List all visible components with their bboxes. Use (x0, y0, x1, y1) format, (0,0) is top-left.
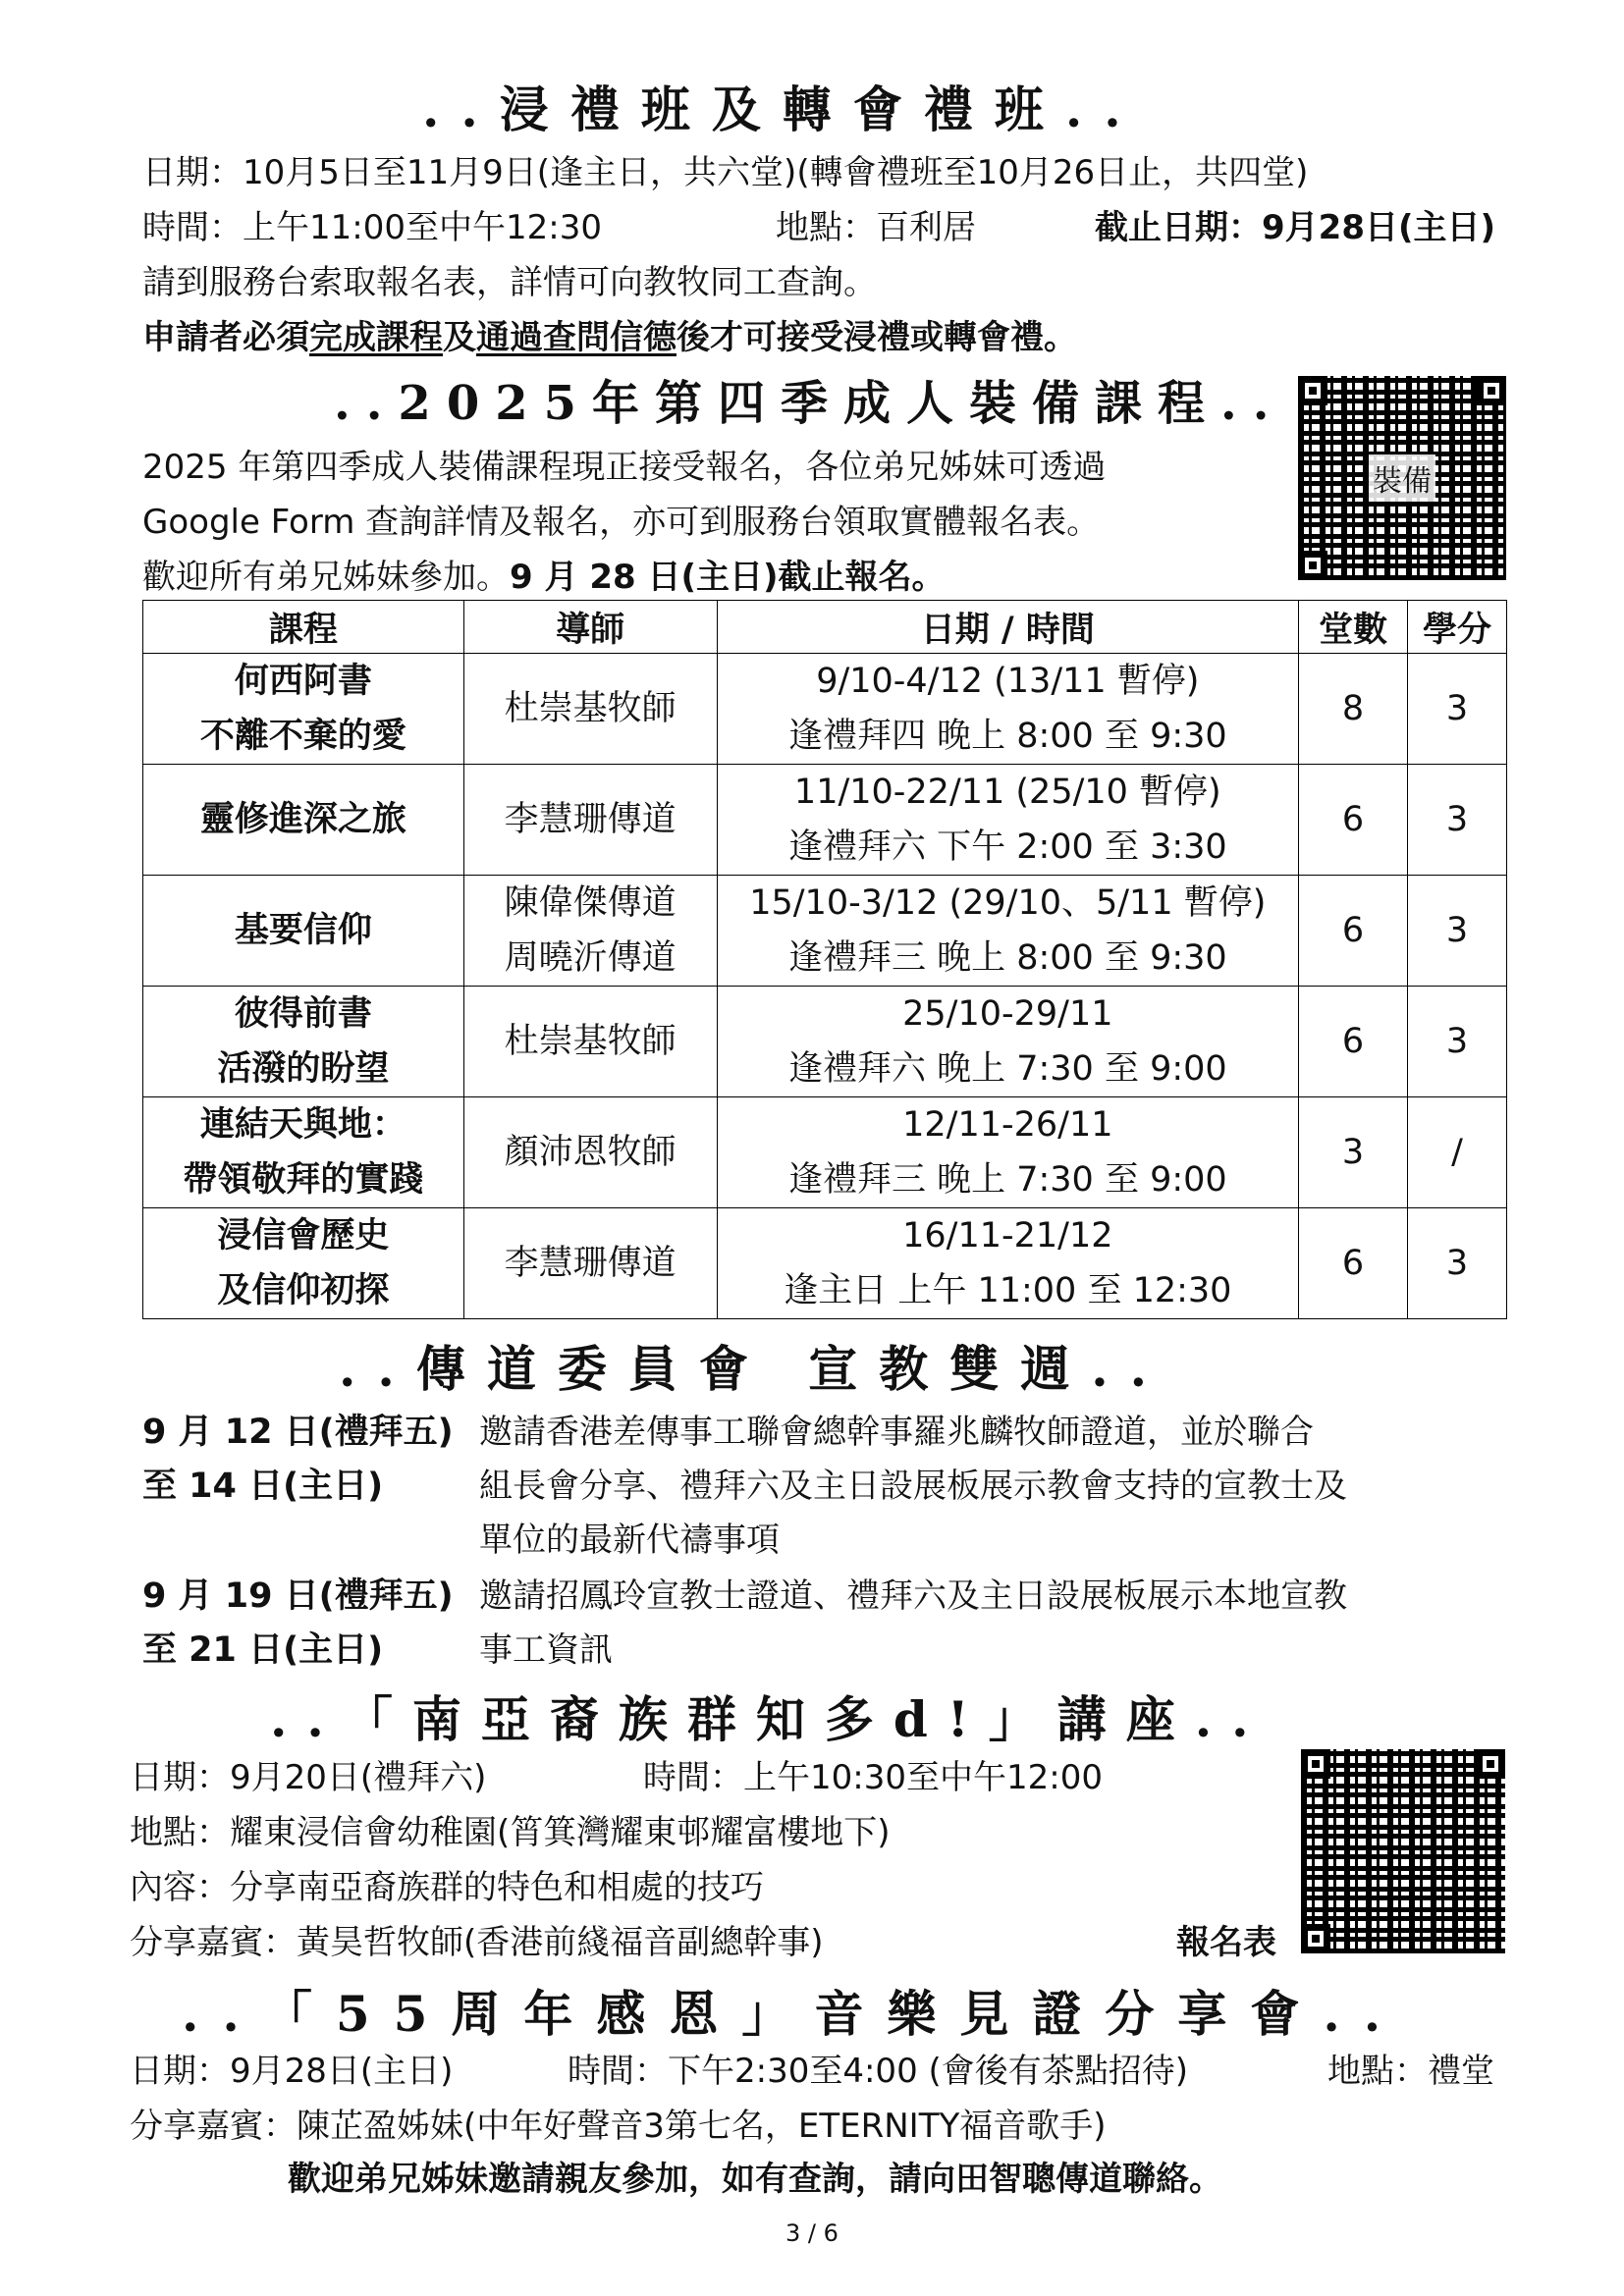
req-complete-course: 完成課程 (309, 318, 443, 357)
mission-title: ..傳道委員會 宣教雙週.. (339, 1340, 1169, 1398)
southasia-date: 日期：9月20日(禮拜六) (130, 1758, 487, 1797)
course-sessions: 6 (1299, 876, 1408, 987)
concert-welcome: 歡迎弟兄姊妹邀請親友參加，如有查詢，請向田智聰傳道聯絡。 (288, 2160, 1222, 2199)
table-row (143, 654, 1507, 765)
qr-finder-icon (1301, 1749, 1330, 1779)
course-sessions: 6 (1299, 987, 1408, 1097)
col-header-credits: 學分 (1408, 601, 1507, 654)
course-datetime: 12/11-26/11 逢禮拜三 晚上 7:30 至 9:00 (717, 1097, 1299, 1208)
equip-qr-code[interactable] (1298, 376, 1506, 580)
req-text: 後才可接受浸禮或轉會禮。 (677, 318, 1077, 357)
table-header-row (143, 601, 1507, 654)
course-datetime: 11/10-22/11 (25/10 暫停) 逢禮拜六 下午 2:00 至 3:30 (717, 765, 1299, 876)
course-name: 何西阿書 不離不棄的愛 (143, 654, 464, 765)
registration-form-label: 報名表 (1176, 1923, 1276, 1962)
qr-finder-icon (1476, 1749, 1505, 1779)
col-header-tutor: 導師 (463, 601, 717, 654)
col-header-course: 課程 (143, 601, 464, 654)
course-tutor: 陳偉傑傳道 周曉沂傳道 (463, 876, 717, 987)
qr-finder-icon (1477, 376, 1506, 405)
table-row (143, 987, 1507, 1097)
mission-event2-text-2: 事工資訊 (479, 1630, 613, 1670)
col-header-datetime: 日期 / 時間 (717, 601, 1299, 654)
baptism-deadline: 截止日期：9月28日(主日) (1095, 208, 1496, 247)
course-sessions: 8 (1299, 654, 1408, 765)
concert-venue: 地點：禮堂 (1327, 2052, 1494, 2091)
course-sessions: 3 (1299, 1097, 1408, 1208)
qr-finder-icon (1298, 376, 1327, 405)
course-name: 靈修進深之旅 (143, 765, 464, 876)
course-credits: 3 (1408, 876, 1507, 987)
mission-event1-date-1: 9 月 12 日(禮拜五) (142, 1413, 454, 1452)
mission-event1-text-3: 單位的最新代禱事項 (479, 1521, 780, 1560)
table-row (143, 876, 1507, 987)
southasia-guest: 分享嘉賓：黃昊哲牧師(香港前綫福音副總幹事) (130, 1923, 824, 1962)
concert-date: 日期：9月28日(主日) (130, 2052, 454, 2091)
baptism-date: 日期：10月5日至11月9日(逢主日，共六堂)(轉會禮班至10月26日止，共四堂) (142, 153, 1309, 192)
baptism-venue: 地點：百利居 (776, 208, 976, 247)
course-tutor: 杜崇基牧師 (463, 654, 717, 765)
req-faith-interview: 通過查問信德 (476, 318, 677, 357)
req-text: 及 (443, 318, 476, 357)
table-row (143, 765, 1507, 876)
course-tutor: 李慧珊傳道 (463, 765, 717, 876)
mission-event2-text-1: 邀請招鳳玲宣教士證道、禮拜六及主日設展板展示本地宣教 (479, 1576, 1347, 1616)
course-tutor: 顏沛恩牧師 (463, 1097, 717, 1208)
equip-welcome: 歡迎所有弟兄姊妹參加。 (142, 558, 510, 597)
course-sessions: 6 (1299, 1208, 1408, 1319)
concert-guest: 分享嘉賓：陳芷盈姊妹(中年好聲音3第七名，ETERNITY福音歌手) (130, 2107, 1107, 2146)
southasia-qr-code[interactable] (1301, 1749, 1505, 1953)
baptism-time: 時間：上午11:00至中午12:30 (142, 208, 602, 247)
baptism-title: ..浸禮班及轉會禮班.. (422, 80, 1143, 138)
equip-deadline: 9 月 28 日(主日)截止報名。 (510, 558, 946, 597)
mission-event1-text-1: 邀請香港差傳事工聯會總幹事羅兆麟牧師證道，並於聯合 (479, 1413, 1314, 1452)
baptism-requirement (142, 310, 1077, 358)
col-header-sessions: 堂數 (1299, 601, 1408, 654)
course-tutor: 杜崇基牧師 (463, 987, 717, 1097)
course-credits: 3 (1408, 1208, 1507, 1319)
southasia-time: 時間：上午10:30至中午12:00 (643, 1758, 1103, 1797)
course-datetime: 15/10-3/12 (29/10、5/11 暫停) 逢禮拜三 晚上 8:00 至 9:30 (717, 876, 1299, 987)
course-name: 彼得前書 活潑的盼望 (143, 987, 464, 1097)
course-credits: / (1408, 1097, 1507, 1208)
qr-center-mark: 裝備 (1369, 454, 1435, 502)
mission-event2-date-1: 9 月 19 日(禮拜五) (142, 1576, 454, 1616)
table-row (143, 1097, 1507, 1208)
course-sessions: 6 (1299, 765, 1408, 876)
course-datetime: 9/10-4/12 (13/11 暫停) 逢禮拜四 晚上 8:00 至 9:30 (717, 654, 1299, 765)
course-datetime: 25/10-29/11 逢禮拜六 晚上 7:30 至 9:00 (717, 987, 1299, 1097)
course-name: 基要信仰 (143, 876, 464, 987)
course-name: 浸信會歷史 及信仰初探 (143, 1208, 464, 1319)
baptism-info: 請到服務台索取報名表，詳情可向教牧同工查詢。 (142, 263, 877, 302)
equip-intro-2: Google Form 查詢詳情及報名，亦可到服務台領取實體報名表。 (142, 503, 1101, 542)
qr-finder-icon (1301, 1924, 1330, 1953)
equip-intro-1: 2025 年第四季成人裝備課程現正接受報名，各位弟兄姊妹可透過 (142, 448, 1107, 487)
mission-event1-date-2: 至 14 日(主日) (142, 1467, 384, 1506)
concert-time: 時間：下午2:30至4:00 (會後有茶點招待) (568, 2052, 1189, 2091)
mission-event1-text-2: 組長會分享、禮拜六及主日設展板展示教會支持的宣教士及 (479, 1467, 1347, 1506)
page-number: 3 / 6 (785, 2219, 839, 2247)
equip-intro-3 (142, 550, 946, 598)
course-credits: 3 (1408, 987, 1507, 1097)
southasia-content: 內容：分享南亞裔族群的特色和相處的技巧 (130, 1868, 764, 1907)
table-row (143, 1208, 1507, 1319)
course-credits: 3 (1408, 654, 1507, 765)
course-name: 連結天與地： 帶領敬拜的實踐 (143, 1097, 464, 1208)
southasia-title: ..「南亞裔族群知多d!」講座.. (270, 1690, 1269, 1748)
course-datetime: 16/11-21/12 逢主日 上午 11:00 至 12:30 (717, 1208, 1299, 1319)
equip-title: ..2025年第四季成人裝備課程.. (334, 376, 1285, 431)
mission-event2-date-2: 至 21 日(主日) (142, 1630, 384, 1670)
concert-title: ..「55周年感恩」音樂見證分享會.. (182, 1985, 1405, 2043)
course-credits: 3 (1408, 765, 1507, 876)
course-tutor: 李慧珊傳道 (463, 1208, 717, 1319)
req-text: 申請者必須 (142, 318, 309, 357)
qr-finder-icon (1298, 551, 1327, 580)
course-table (142, 600, 1507, 1319)
southasia-venue: 地點：耀東浸信會幼稚園(筲箕灣耀東邨耀富樓地下) (130, 1813, 891, 1852)
